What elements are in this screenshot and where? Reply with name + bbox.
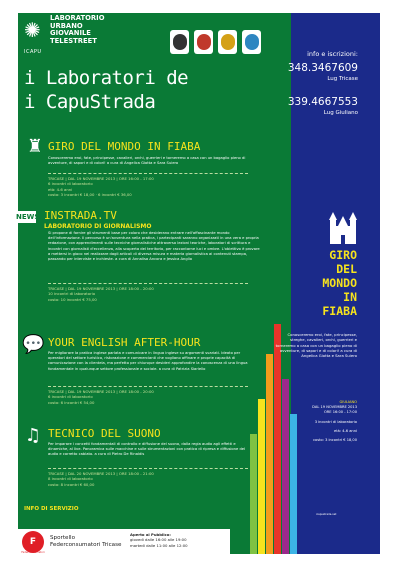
section-meta <box>48 286 248 302</box>
divider <box>48 173 248 174</box>
footer-hours-line: giovedì dalle 16:00 alle 19:00 <box>130 537 187 543</box>
footer <box>18 529 230 556</box>
section-title: GIRO DEL MONDO IN FIABA <box>48 140 201 153</box>
color-bar <box>266 354 273 554</box>
section-body: Per imparare i concetti fondamentali di controllo e diffusione del suono, dalla regia audio agli effetti e dinamiche, al live. Panoramica sulle macchine e sulle strumentazioni con pratica di ripresa e diffusione del audio e corretto cablato. a cura di Pietro De Rinaldis <box>48 442 246 457</box>
section-meta <box>48 389 248 405</box>
section-meta <box>48 471 248 487</box>
color-bar <box>250 434 257 554</box>
meta-line: costo: 3 incontri € 18,00 · 6 incontri € 36,00 <box>48 192 132 198</box>
castle-icon <box>328 210 358 244</box>
rp-title-line: MONDO <box>322 276 357 290</box>
logo-text-line: GIOVANILE <box>50 29 91 38</box>
meta-line: costo: 10 incontri € 75,00 <box>48 296 97 302</box>
rp-meta-line: GIULIANO <box>339 400 357 404</box>
section-meta <box>48 176 248 198</box>
meta-line: 8 incontri di laboratorio <box>48 476 93 482</box>
footer-name <box>50 535 121 549</box>
info-phone-2: 339.4667553 <box>287 96 358 108</box>
footer-hours-line: martedì dalle 11:00 alle 12:00 <box>130 542 188 548</box>
info-contacts <box>280 50 358 116</box>
meta-line: costo: 6 incontri € 54,00 <box>48 399 95 405</box>
rp-title-line: DEL <box>336 262 357 276</box>
meta-line: TRICASE | DAL 20 NOVEMBRE 2013 | ORE 18:00 - 21:00 <box>48 471 154 476</box>
meta-line: TRICASE | DAL 19 NOVEMBRE 2013 | ORE 16:00 - 17:00 <box>48 176 154 181</box>
meta-line: TRICASE | DAL 19 NOVEMBRE 2013 | ORE 18:00 - 20:00 <box>48 286 154 291</box>
section-title: TECNICO DEL SUONO <box>48 427 161 440</box>
footer-hours-title: Aperto al Pubblico: <box>130 532 171 537</box>
rp-title-line: FIABA <box>322 304 357 318</box>
section-body: Si propone di fornire gli strumenti base per coloro che desiderano entrare nell'affascinante mondo dell'informazione. Il percorso è un'avventura nella pratica, i partecipanti saranno organizzati in una vera e propria redazione, con apprendimenti sulle tecniche giornalistiche attraverso lezioni teoriche, laboratori di scrittura e incontri con giornalisti d'eccellenza, alla scoperta del territorio, per raccontarne luci e ombre. L'obiettivo è provare a mettersi in gioco nel realizzare dagli articoli di diversa misura e materia giornalistica ai contenuti stampa, passando per interviste e inchieste. a cura di Annalisa Ancora e Jessica Anglio <box>48 231 260 262</box>
info-label: info e iscrizioni: <box>307 50 358 58</box>
info-name-1: Lug Tricase <box>327 76 358 82</box>
footer-name-line: Federconsumatori Tricase <box>50 542 122 548</box>
right-panel-body: Conosceremo eroi, fate, principesse, streghe, cavalieri, orchi, guerrieri e torneremo a casa con un bagaglio pieno di avventure, di sapori e di colori! a cura di Angelica Giotta e Sara Suiero <box>275 332 357 359</box>
speech-bubble-icon: 💬 <box>22 334 45 355</box>
partner-logo-4 <box>242 30 261 54</box>
right-panel-title <box>277 248 357 318</box>
info-phone-1: 348.3467609 <box>287 62 358 74</box>
logo-text-line: URBANO <box>50 21 83 30</box>
logo-mark-icon: ✺ <box>24 18 41 42</box>
page-title <box>24 66 188 114</box>
footer-name-line: Sportello <box>50 535 75 541</box>
logo-text-line: LABORATORIO <box>50 14 105 22</box>
title-line-2: i CapuStrada <box>24 91 156 113</box>
rp-title-line: IN <box>343 290 357 304</box>
rp-title-line: GIRO <box>329 248 357 262</box>
meta-line: età: 4-6 anni <box>48 186 73 192</box>
castle-icon: ♜ <box>26 136 44 157</box>
meta-line: 6 incontri di laboratorio <box>48 394 93 400</box>
logo-caption: ICAPU <box>24 49 42 55</box>
logo-text-line: TELESTREET <box>50 36 97 45</box>
section-title: YOUR ENGLISH AFTER-HOUR <box>48 336 201 349</box>
section-body: Conosceremo eroi, fate, principesse, cavalieri, orchi, guerrieri e torneremo a casa con un bagaglio pieno di avventure, di sapori e di colori! a cura di Angelica Giotta e Sara Suiero <box>48 156 246 166</box>
divider <box>48 468 248 469</box>
news-icon: NEWS <box>16 213 40 221</box>
color-bar <box>258 399 265 554</box>
footer-hours <box>130 532 188 548</box>
section-body: Per migliorare la pratica inglese parlata e comunicare in lingua inglese su argomenti svariati. Ideato per operatori del settore turistico, ristorazione e commercianti che vogliano affinare e proprie capacità di comunicazione con la clientela, ma perfetto per chiunque desideri approfondire la conoscenza di una lingua fondamentale in qualunque settore professionale e sociale. a cura di Patrizia Siariello <box>48 351 248 371</box>
meta-line: 10 incontri di laboratorio <box>48 291 96 297</box>
meta-line: TRICASE | DAL 19 NOVEMBRE 2013 | ORE 18:00 - 20:00 <box>48 389 154 394</box>
title-line-1: i Laboratori de <box>24 67 189 89</box>
section-subtitle: LABORATORIO DI GIORNALISMO <box>44 223 152 230</box>
logo <box>24 13 114 65</box>
divider <box>48 386 248 387</box>
divider <box>48 283 248 284</box>
footer-label: INFO DI SERVIZIO <box>24 506 79 512</box>
partner-logo-3 <box>218 30 237 54</box>
rp-meta-line: età: 4-6 anni <box>334 428 357 433</box>
rp-meta-line: ORE 16:00 - 17:00 <box>323 410 357 415</box>
partner-logo-1 <box>170 30 189 54</box>
info-name-2: Lug Giuliano <box>323 110 358 116</box>
federconsumatori-logo-icon: F <box>22 531 44 553</box>
music-note-icon: ♫ <box>24 425 42 446</box>
footer-logo-caption: Federconsumatori <box>21 551 45 554</box>
section-title: INSTRADA.TV <box>44 209 117 222</box>
partner-logos <box>170 30 290 60</box>
rp-meta-line: costo: 3 incontri € 18,00 <box>313 438 357 443</box>
partner-logo-2 <box>194 30 213 54</box>
meta-line: 6 incontri di laboratorio <box>48 181 93 187</box>
credit: icapustrada.net <box>316 513 337 516</box>
meta-line: costo: 8 incontri € 60,00 <box>48 481 95 487</box>
right-panel-meta <box>275 400 357 443</box>
rp-meta-line: 3 incontri di laboratorio <box>314 419 357 424</box>
rp-meta-line: DAL 19 NOVEMBRE 2013 <box>312 405 357 410</box>
logo-text <box>50 15 120 45</box>
